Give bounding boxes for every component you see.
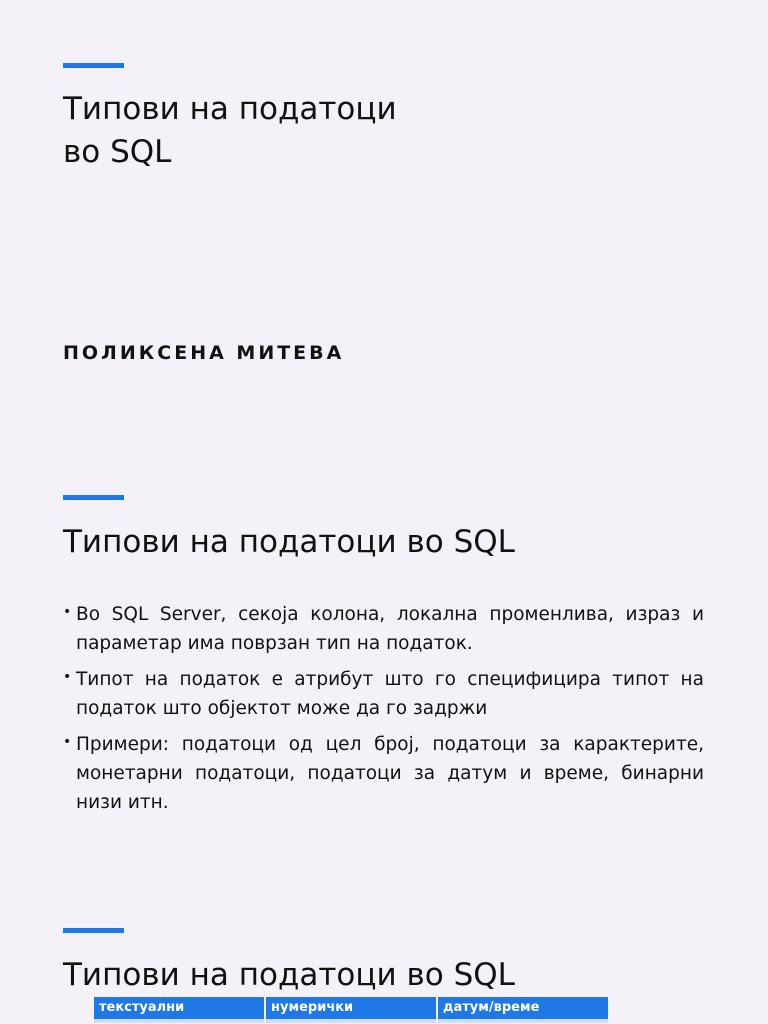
- table-header-cell: нумерички: [266, 997, 436, 1019]
- slide-title: Типови на податоци во SQL: [63, 524, 515, 560]
- table-cell: [438, 1019, 608, 1023]
- bullet-item: • Примери: податоци од цел број, податоци за карактерите, монетарни податоци, податоци за датум и време, бинарни низи итн.: [63, 730, 704, 817]
- table-cell: [94, 1019, 264, 1023]
- accent-bar: [63, 495, 124, 500]
- data-types-table: [92, 997, 610, 1023]
- author-name: ПОЛИКСЕНА МИТЕВА: [63, 342, 345, 364]
- slide-title: Типови на податоци во SQL: [63, 91, 397, 170]
- bullet-item: • Типот на податок е атрибут што го специфицира типот на податок што објектот може да го задржи: [63, 665, 704, 723]
- table-header-cell: датум/време: [438, 997, 608, 1019]
- bullet-item: • Во SQL Server, секоја колона, локална променлива, израз и параметар има поврзан тип на податок.: [63, 600, 704, 658]
- slide-title: Типови на податоци во SQL: [63, 957, 515, 993]
- accent-bar: [63, 928, 124, 933]
- accent-bar: [63, 63, 124, 68]
- table-row: [94, 1019, 608, 1023]
- table-cell: [266, 1019, 436, 1023]
- table-header-cell: текстуални: [94, 997, 264, 1019]
- bullet-list: [63, 600, 704, 824]
- table-header-row: [94, 997, 608, 1019]
